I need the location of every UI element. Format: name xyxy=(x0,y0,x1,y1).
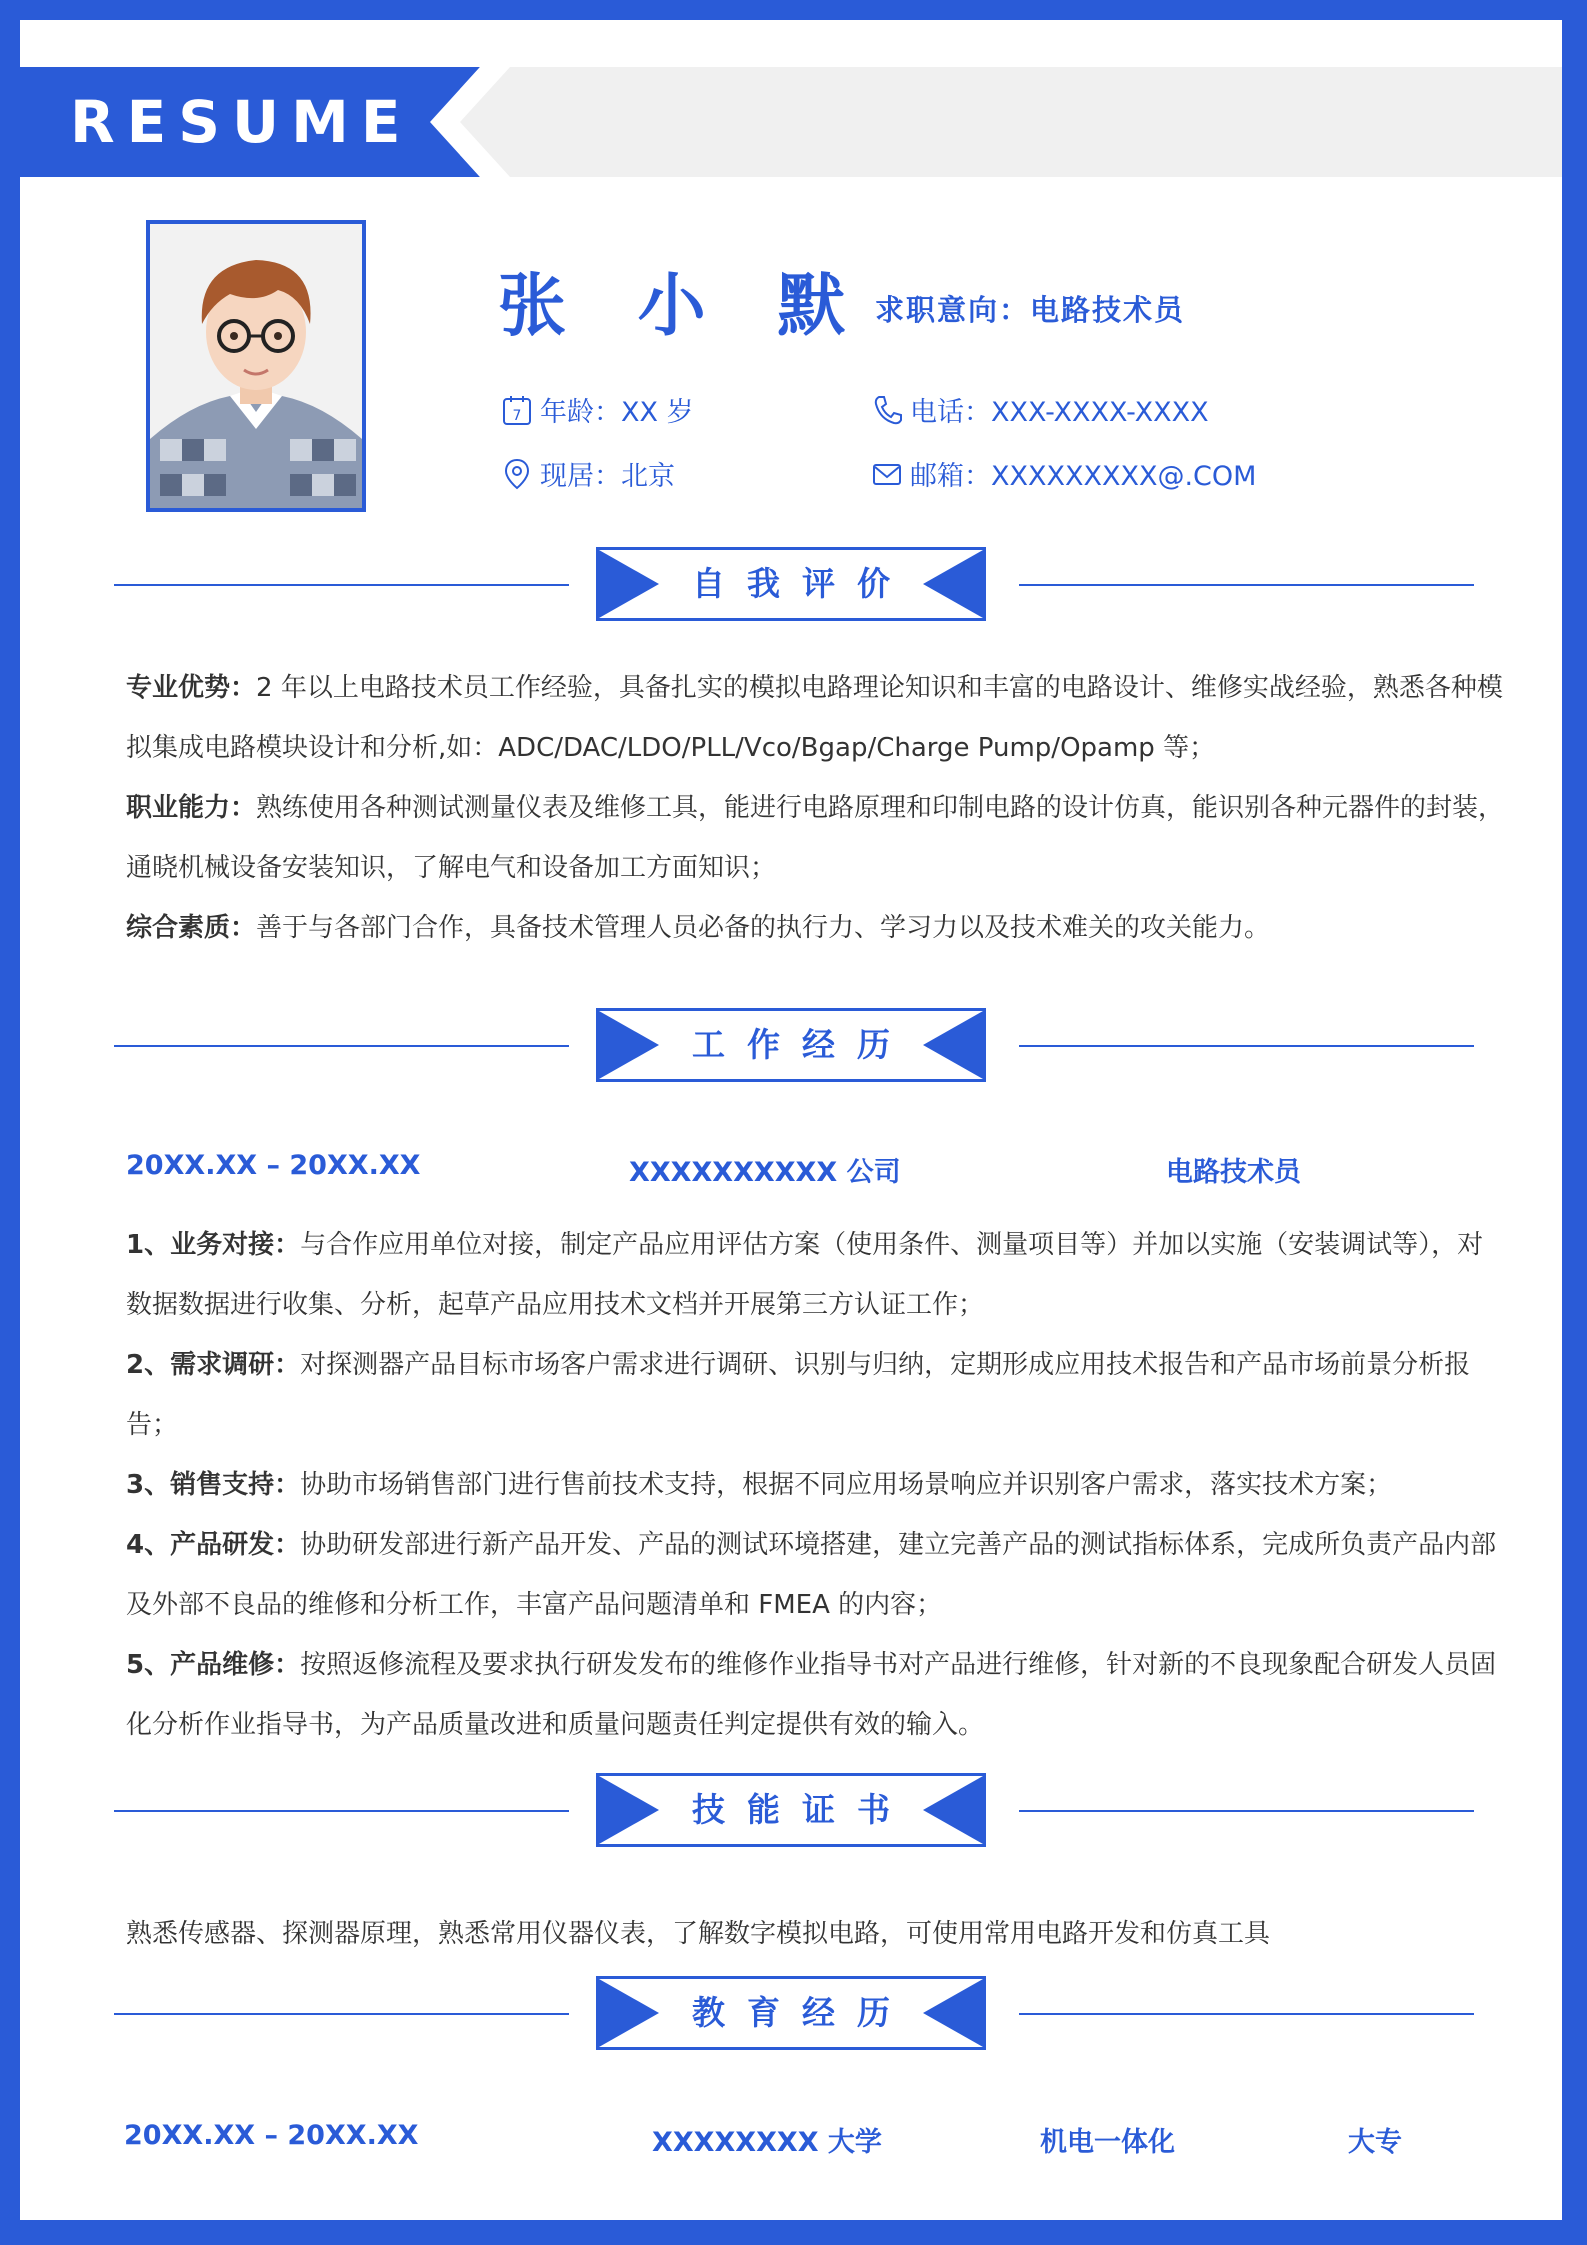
job-intent: 求职意向：电路技术员 xyxy=(875,293,1186,327)
section-title: 技能证书 xyxy=(692,1790,912,1829)
item-label: 专业优势： xyxy=(126,673,257,703)
resume-banner-title: RESUME xyxy=(70,88,413,156)
section-divider-right xyxy=(1019,1045,1474,1047)
phone-row xyxy=(872,390,1209,429)
section-heading-skills xyxy=(596,1773,986,1847)
edu-degree: 大专 xyxy=(1348,2127,1402,2158)
mail-icon xyxy=(872,458,902,490)
age-row xyxy=(502,390,694,429)
section-heading-self-eval xyxy=(596,547,986,621)
duty-item xyxy=(126,1335,1506,1455)
self-eval-item xyxy=(126,898,1506,958)
phone-text: 电话：XXX-XXXX-XXXX xyxy=(910,397,1209,428)
calendar-icon xyxy=(502,394,532,426)
item-label: 2、需求调研： xyxy=(126,1350,301,1380)
section-divider-left xyxy=(114,584,569,586)
item-text: 善于与各部门合作，具备技术管理人员必备的执行力、学习力以及技术难关的攻关能力。 xyxy=(256,913,1271,943)
section-title: 自我评价 xyxy=(692,564,912,603)
item-text: 对探测器产品目标市场客户需求进行调研、识别与归纳，定期形成应用技术报告和产品市场前景分析报告； xyxy=(126,1350,1471,1440)
work-period: 20XX.XX – 20XX.XX xyxy=(126,1150,421,1181)
item-label: 3、销售支持： xyxy=(126,1470,301,1500)
work-role: 电路技术员 xyxy=(1166,1157,1301,1188)
item-label: 1、业务对接： xyxy=(126,1230,301,1260)
section-heading-work xyxy=(596,1008,986,1082)
email-row xyxy=(872,454,1256,493)
phone-icon xyxy=(872,394,902,426)
work-company: XXXXXXXXXX 公司 xyxy=(629,1157,901,1188)
item-label: 职业能力： xyxy=(126,793,257,823)
skills-text: 熟悉传感器、探测器原理，熟悉常用仪器仪表，了解数字模拟电路，可使用常用电路开发和仿真工具 xyxy=(126,1919,1271,1949)
edu-school: XXXXXXXX 大学 xyxy=(652,2127,882,2158)
duty-item xyxy=(126,1215,1506,1335)
resume-page xyxy=(20,20,1562,2220)
item-text: 按照返修流程及要求执行研发发布的维修作业指导书对产品进行维修，针对新的不良现象配合研发人员固化分析作业指导书，为产品质量改进和质量问题责任判定提供有效的输入。 xyxy=(126,1650,1497,1740)
section-divider-right xyxy=(1019,584,1474,586)
edu-period: 20XX.XX – 20XX.XX xyxy=(124,2120,419,2151)
section-divider-left xyxy=(114,2013,569,2015)
section-title: 工作经历 xyxy=(692,1025,912,1064)
item-text: 熟练使用各种测试测量仪表及维修工具，能进行电路原理和印制电路的设计仿真，能识别各种元器件的封装，通晓机械设备安装知识，了解电气和设备加工方面知识； xyxy=(126,793,1505,883)
item-text: 协助市场销售部门进行售前技术支持，根据不同应用场景响应并识别客户需求，落实技术方案； xyxy=(300,1470,1393,1500)
item-label: 综合素质： xyxy=(126,913,257,943)
self-eval-item xyxy=(126,778,1506,898)
duty-item xyxy=(126,1635,1506,1755)
item-text: 协助研发部进行新产品开发、产品的测试环境搭建，建立完善产品的测试指标体系，完成所负责产品内部及外部不良品的维修和分析工作，丰富产品问题清单和 FMEA 的内容； xyxy=(126,1530,1497,1620)
location-text: 现居：北京 xyxy=(540,461,675,492)
item-label: 5、产品维修： xyxy=(126,1650,301,1680)
self-eval-item xyxy=(126,658,1506,778)
edu-major: 机电一体化 xyxy=(1040,2127,1175,2158)
work-duties xyxy=(126,1215,1506,1755)
section-heading-education xyxy=(596,1976,986,2050)
profile-photo xyxy=(146,220,366,512)
banner-background xyxy=(460,67,1562,177)
location-pin-icon xyxy=(502,458,532,490)
svg-text:7: 7 xyxy=(512,407,522,424)
location-row xyxy=(502,454,675,493)
section-divider-right xyxy=(1019,1810,1474,1812)
email-text: 邮箱：XXXXXXXXX@.COM xyxy=(910,461,1257,492)
item-label: 4、产品研发： xyxy=(126,1530,301,1560)
section-title: 教育经历 xyxy=(692,1993,912,2032)
section-divider-left xyxy=(114,1045,569,1047)
self-eval-text xyxy=(126,658,1506,958)
duty-item xyxy=(126,1515,1506,1635)
duty-item xyxy=(126,1455,1506,1515)
item-text: 2 年以上电路技术员工作经验，具备扎实的模拟电路理论知识和丰富的电路设计、维修实战经验，熟悉各种模拟集成电路模块设计和分析,如：ADC/DAC/LDO/PLL/Vco/Bgap/Charge Pump/Opamp 等； xyxy=(126,673,1503,763)
section-divider-left xyxy=(114,1810,569,1812)
item-text: 与合作应用单位对接，制定产品应用评估方案（使用条件、测量项目等）并加以实施（安装调试等），对数据数据进行收集、分析，起草产品应用技术文档并开展第三方认证工作； xyxy=(126,1230,1484,1320)
banner-arrow-shape xyxy=(400,67,510,177)
section-divider-right xyxy=(1019,2013,1474,2015)
candidate-name: 张 小 默 xyxy=(498,267,870,346)
age-text: 年龄：XX 岁 xyxy=(540,397,694,428)
